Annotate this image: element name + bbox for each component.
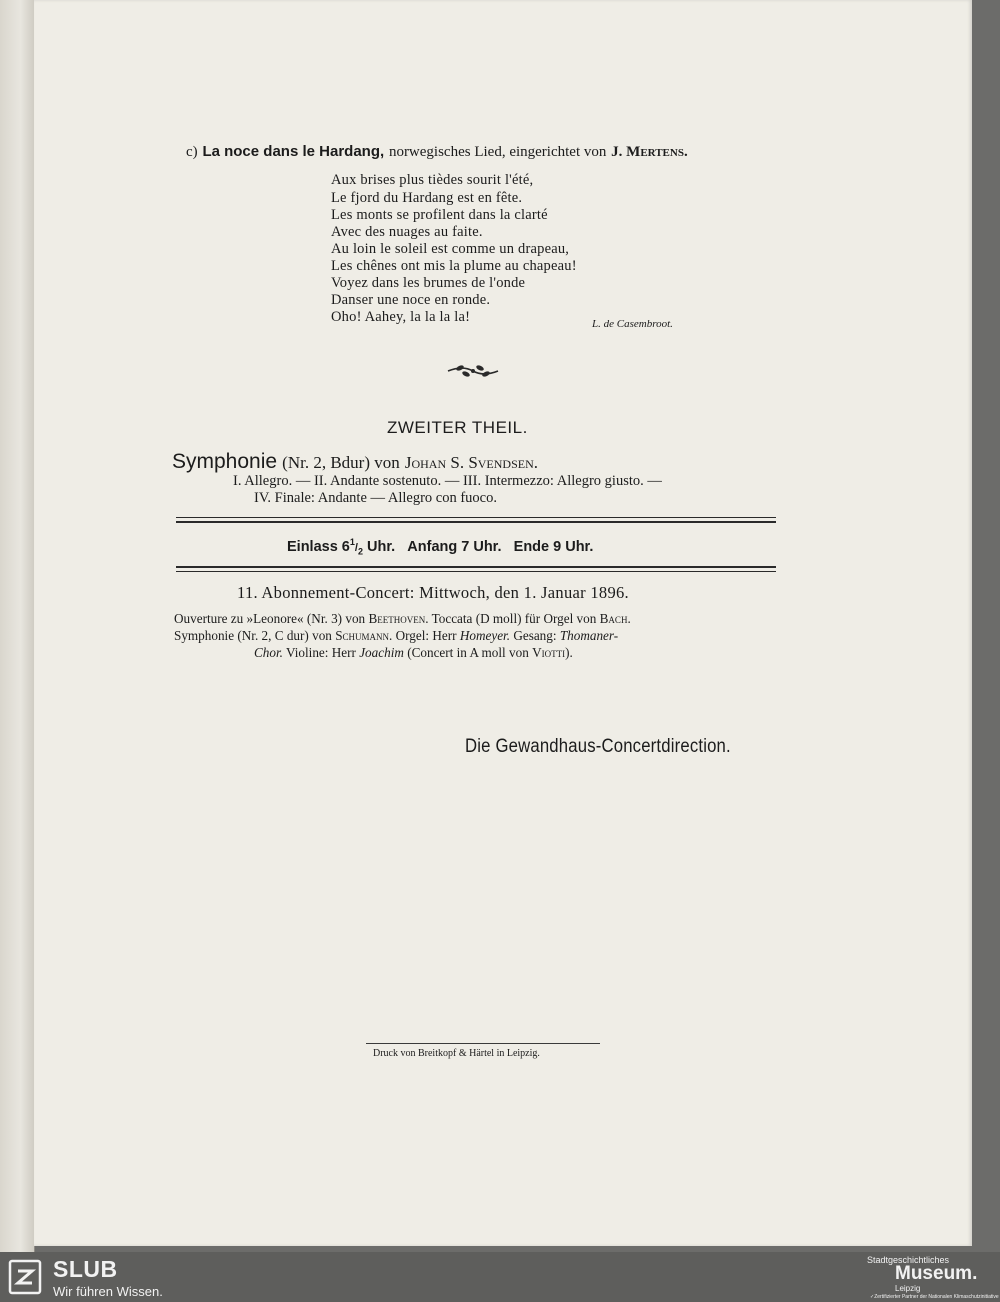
einlass-text: Einlass 6 [287, 538, 350, 555]
museum-small-label: Stadtgeschichtliches [867, 1255, 950, 1265]
poem-line: Les monts se profilent dans la clarté [331, 207, 548, 223]
footer-bar [0, 1252, 1000, 1302]
next-concert-heading: 11. Abonnement-Concert: Mittwoch, den 1. Januar 1896. [237, 583, 629, 602]
signature: Die Gewandhaus-Concertdirection. [465, 736, 731, 757]
movements-line-2: IV. Finale: Andante — Allegro con fuoco. [254, 490, 497, 506]
ende-text: Ende 9 Uhr. [513, 538, 594, 555]
poem-line: Les chênes ont mis la plume au chapeau! [331, 258, 577, 274]
poem-line: Oho! Aahey, la la la la! [331, 309, 471, 325]
part-two-heading: ZWEITER THEIL. [387, 418, 528, 437]
slub-logo-icon [8, 1259, 42, 1295]
next-concert-line-3 [254, 645, 573, 661]
double-rule-top [176, 517, 776, 518]
museum-city: Leipzig [895, 1284, 921, 1293]
next-concert-line-1 [174, 611, 631, 627]
item-c-prefix: c) [186, 144, 198, 160]
performer-name: Chor. [254, 645, 283, 660]
item-c-line [186, 142, 688, 161]
poem-line: Voyez dans les brumes de l'onde [331, 275, 526, 291]
movements-line-1: I. Allegro. — II. Andante sostenuto. — III. Intermezzo: Allegro giusto. — [233, 473, 662, 489]
composer-name: Viotti). [532, 645, 573, 660]
poem-line: Aux brises plus tièdes sourit l'été, [331, 172, 534, 188]
einlass-fraction-top: 1 [349, 537, 355, 547]
symphony-title: Symphonie [172, 450, 278, 473]
museum-partner-note: ✓Zertifizierter Partner der Nationalen Klimaschutzinitiative [870, 1294, 999, 1300]
double-rule-bottom [176, 566, 776, 568]
poem-line: Le fjord du Hardang est en fête. [331, 190, 523, 206]
poem-line: Avec des nuages au faite. [331, 224, 483, 240]
composer-name: Beethoven. [368, 611, 429, 626]
item-c-title: La noce dans le Hardang, [202, 143, 385, 160]
left-page-edge [0, 0, 35, 1252]
printer-rule [366, 1043, 600, 1044]
program-text: Symphonie (Nr. 2, C dur) von [174, 628, 332, 643]
program-text: Violine: Herr [286, 645, 356, 660]
performer-name: Joachim [359, 645, 404, 660]
einlass-fraction-bottom: 2 [357, 546, 363, 557]
program-text: Gesang: [513, 628, 557, 643]
poem-author: L. de Casembroot. [592, 318, 673, 330]
slub-tagline: Wir führen Wissen. [53, 1284, 163, 1299]
program-text: Ouverture zu »Leonore« (Nr. 3) von [174, 611, 366, 626]
museum-name: Museum. [895, 1263, 978, 1284]
performer-name: Homeyer. [459, 628, 511, 643]
ornament-divider [444, 362, 502, 380]
next-concert-line-2 [174, 628, 618, 644]
symphony-line [172, 450, 538, 474]
times-line: Einlass $6^1/_2$ Uhr. Anfang 7 Uhr. Ende 9 Uhr. [287, 537, 594, 557]
program-text: Toccata (D moll) für Orgel von [431, 611, 597, 626]
performer-name: Thomaner- [559, 628, 619, 643]
item-c-desc: norwegisches Lied, eingerichtet von [388, 144, 607, 160]
composer-name: Schumann. [335, 628, 393, 643]
poem-line: Danser une noce en ronde. [331, 292, 491, 308]
printer-imprint: Druck von Breitkopf & Härtel in Leipzig. [373, 1048, 540, 1059]
double-rule-top [176, 521, 776, 523]
anfang-text: Anfang 7 Uhr. [407, 538, 502, 555]
double-rule-bottom [176, 571, 776, 572]
program-text: Orgel: Herr [395, 628, 457, 643]
composer-name: Bach. [599, 611, 631, 626]
item-c-composer: J. Mertens. [611, 144, 688, 160]
program-text: (Concert in A moll von [407, 645, 529, 660]
poem-line: Au loin le soleil est comme un drapeau, [331, 241, 570, 257]
symphony-composer: Johan S. Svendsen. [404, 453, 539, 472]
slub-brand: SLUB [53, 1256, 118, 1282]
symphony-detail: (Nr. 2, Bdur) von [282, 453, 400, 472]
einlass-uhr: Uhr. [367, 538, 396, 555]
